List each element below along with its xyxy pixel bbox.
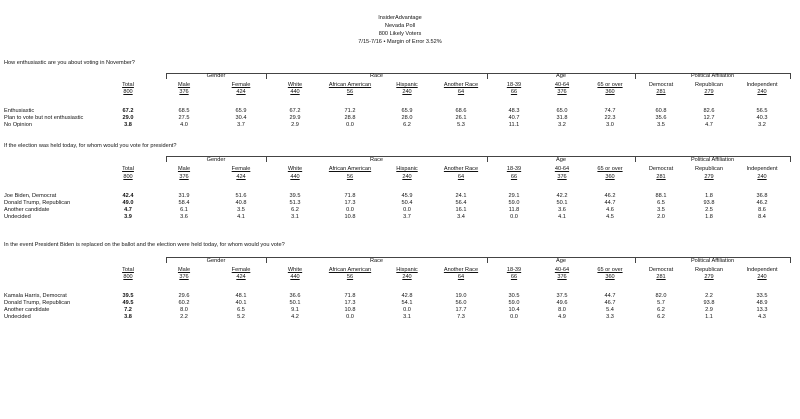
table-cell: 2.2: [705, 293, 713, 299]
group-divider: [487, 257, 488, 263]
table-cell: 28.8: [344, 115, 356, 121]
row-label: Undecided: [4, 214, 31, 220]
row-label: Donald Trump, Republican: [4, 300, 71, 306]
row-label: Enthusiastic: [4, 108, 35, 114]
column-header: Republican: [695, 267, 723, 273]
table-cell: 3.6: [558, 207, 566, 213]
table-cell: 6.2: [657, 314, 665, 320]
question-text: How enthusiastic are you about voting in November?: [4, 60, 135, 66]
row-label: Another candidate: [4, 207, 50, 213]
column-header: 65 or over: [597, 166, 623, 172]
table-cell: 59.0: [508, 200, 520, 206]
table-cell: 6.2: [403, 122, 411, 128]
group-divider: [166, 257, 167, 263]
column-header: 65 or over: [597, 82, 623, 88]
column-sample-size: 440: [290, 174, 300, 180]
column-sample-size: 240: [402, 89, 412, 95]
group-divider: [487, 156, 488, 162]
column-sample-size: 64: [457, 89, 465, 95]
group-divider: [635, 156, 636, 162]
table-cell: 54.1: [401, 300, 413, 306]
column-sample-size: 279: [704, 174, 714, 180]
group-label: Age: [556, 157, 566, 163]
table-cell: 3.1: [291, 214, 299, 220]
table-cell: 29.9: [289, 115, 301, 121]
table-cell: 0.0: [403, 307, 411, 313]
table-cell: 88.1: [655, 193, 667, 199]
group-label: Race: [369, 258, 384, 264]
group-label: Race: [369, 73, 384, 79]
table-cell: 82.6: [703, 108, 715, 114]
table-cell: 40.3: [756, 115, 768, 121]
group-divider: [266, 156, 267, 162]
group-label: Gender: [206, 73, 226, 79]
table-cell: 3.7: [237, 122, 245, 128]
table-cell: 50.4: [401, 200, 413, 206]
table-cell: 60.8: [655, 108, 667, 114]
column-header: Democrat: [648, 166, 674, 172]
table-cell: 1.8: [705, 214, 713, 220]
table-cell: 3.2: [758, 122, 766, 128]
column-sample-size: 66: [510, 89, 518, 95]
table-cell: 82.0: [655, 293, 667, 299]
column-header: Hispanic: [396, 166, 418, 172]
table-cell: 29.1: [508, 193, 520, 199]
table-cell: 56.0: [455, 300, 467, 306]
row-label: Undecided: [4, 314, 31, 320]
column-header: White: [287, 166, 303, 172]
table-cell: 40.8: [235, 200, 247, 206]
table-cell: 56.4: [455, 200, 467, 206]
column-sample-size: 376: [557, 274, 567, 280]
column-sample-size: 800: [123, 89, 133, 95]
table-cell: 4.6: [606, 207, 614, 213]
column-sample-size: 800: [123, 274, 133, 280]
table-cell: 4.1: [558, 214, 566, 220]
org-name: InsiderAdvantage: [378, 15, 422, 21]
table-cell: 4.5: [606, 214, 614, 220]
table-cell: 5.3: [457, 122, 465, 128]
table-cell: 8.4: [758, 214, 766, 220]
total-cell: 7.2: [124, 307, 132, 313]
column-sample-size: 240: [402, 174, 412, 180]
table-cell: 93.8: [703, 200, 715, 206]
column-sample-size: 66: [510, 174, 518, 180]
total-cell: 3.8: [124, 314, 132, 320]
poll-name: Nevada Poll: [384, 23, 416, 29]
table-cell: 0.0: [510, 214, 518, 220]
table-cell: 93.8: [703, 300, 715, 306]
column-sample-size: 281: [656, 274, 666, 280]
column-header: Hispanic: [396, 267, 418, 273]
table-cell: 19.0: [455, 293, 467, 299]
table-cell: 16.1: [455, 207, 467, 213]
table-cell: 1.1: [705, 314, 713, 320]
total-cell: 3.8: [124, 122, 132, 128]
table-cell: 8.0: [558, 307, 566, 313]
group-label: Gender: [206, 157, 226, 163]
table-cell: 6.2: [657, 307, 665, 313]
group-divider: [266, 257, 267, 263]
table-cell: 74.7: [604, 108, 616, 114]
table-cell: 31.8: [556, 115, 568, 121]
column-header: Female: [231, 82, 251, 88]
table-cell: 51.3: [289, 200, 301, 206]
table-cell: 0.0: [403, 207, 411, 213]
column-header: African American: [328, 166, 372, 172]
table-cell: 65.0: [556, 108, 568, 114]
question-text: If the election was held today, for whom would you vote for president?: [4, 143, 177, 149]
column-header: Another Race: [443, 82, 479, 88]
table-cell: 4.2: [291, 314, 299, 320]
column-header: Republican: [695, 82, 723, 88]
table-cell: 3.3: [606, 314, 614, 320]
group-divider: [635, 257, 636, 263]
table-cell: 17.3: [344, 200, 356, 206]
row-label: No Opinion: [4, 122, 32, 128]
table-cell: 3.0: [606, 122, 614, 128]
table-cell: 42.2: [556, 193, 568, 199]
total-cell: 39.5: [122, 293, 134, 299]
column-sample-size: 56: [346, 174, 354, 180]
column-sample-size: 240: [757, 89, 767, 95]
table-cell: 10.8: [344, 307, 356, 313]
table-cell: 65.9: [401, 108, 413, 114]
column-sample-size: 281: [656, 174, 666, 180]
table-cell: 56.5: [756, 108, 768, 114]
table-cell: 0.0: [346, 122, 354, 128]
column-header: Republican: [695, 166, 723, 172]
column-sample-size: 279: [704, 89, 714, 95]
column-sample-size: 56: [346, 274, 354, 280]
table-cell: 2.5: [705, 207, 713, 213]
table-cell: 71.8: [344, 193, 356, 199]
table-cell: 4.7: [705, 122, 713, 128]
group-divider: [790, 73, 791, 79]
column-header: Independent: [746, 82, 778, 88]
sample-size: 800 Likely Voters: [378, 31, 422, 37]
column-header: Total: [122, 166, 134, 172]
column-header: Female: [231, 166, 251, 172]
table-cell: 59.0: [508, 300, 520, 306]
column-sample-size: 440: [290, 89, 300, 95]
column-header: African American: [328, 82, 372, 88]
column-header: Male: [177, 267, 191, 273]
table-cell: 65.9: [235, 108, 247, 114]
table-cell: 3.5: [657, 122, 665, 128]
table-cell: 4.9: [558, 314, 566, 320]
column-sample-size: 240: [757, 174, 767, 180]
table-cell: 71.8: [344, 293, 356, 299]
table-cell: 3.6: [180, 214, 188, 220]
table-cell: 3.5: [657, 207, 665, 213]
table-cell: 30.4: [235, 115, 247, 121]
column-header: Independent: [746, 267, 778, 273]
group-label: Gender: [206, 258, 226, 264]
table-cell: 46.2: [604, 193, 616, 199]
table-cell: 3.1: [403, 314, 411, 320]
column-sample-size: 424: [236, 89, 246, 95]
table-cell: 39.5: [289, 193, 301, 199]
table-cell: 33.5: [756, 293, 768, 299]
table-cell: 13.3: [756, 307, 768, 313]
column-header: White: [287, 267, 303, 273]
row-label: Donald Trump, Republican: [4, 200, 71, 206]
table-cell: 30.5: [508, 293, 520, 299]
column-sample-size: 360: [605, 274, 615, 280]
table-cell: 27.5: [178, 115, 190, 121]
row-label: Plan to vote but not enthusiastic: [4, 115, 84, 121]
column-header: African American: [328, 267, 372, 273]
column-header: 65 or over: [597, 267, 623, 273]
table-cell: 46.7: [604, 300, 616, 306]
table-cell: 3.2: [558, 122, 566, 128]
group-label: Political Affiliation: [690, 258, 735, 264]
table-cell: 67.2: [289, 108, 301, 114]
column-header: Democrat: [648, 267, 674, 273]
column-header: Female: [231, 267, 251, 273]
table-cell: 12.7: [703, 115, 715, 121]
column-sample-size: 440: [290, 274, 300, 280]
table-cell: 36.8: [756, 193, 768, 199]
column-header: 18-39: [506, 82, 522, 88]
table-cell: 45.9: [401, 193, 413, 199]
column-header: White: [287, 82, 303, 88]
table-cell: 5.4: [606, 307, 614, 313]
table-cell: 37.5: [556, 293, 568, 299]
row-label: Kamala Harris, Democrat: [4, 293, 67, 299]
table-cell: 0.0: [510, 314, 518, 320]
table-cell: 3.7: [403, 214, 411, 220]
column-sample-size: 424: [236, 174, 246, 180]
column-header: 40-64: [554, 82, 570, 88]
column-sample-size: 360: [605, 89, 615, 95]
table-cell: 17.7: [455, 307, 467, 313]
column-sample-size: 376: [557, 89, 567, 95]
question-text: In the event President Biden is replaced on the ballot and the election were held today, for whom would you vote?: [4, 242, 285, 248]
table-cell: 10.8: [344, 214, 356, 220]
table-cell: 71.2: [344, 108, 356, 114]
column-sample-size: 376: [179, 174, 189, 180]
table-cell: 17.3: [344, 300, 356, 306]
column-sample-size: 376: [179, 89, 189, 95]
table-cell: 5.7: [657, 300, 665, 306]
table-cell: 3.5: [237, 207, 245, 213]
table-cell: 2.2: [180, 314, 188, 320]
table-cell: 44.7: [604, 200, 616, 206]
group-label: Race: [369, 157, 384, 163]
table-cell: 50.1: [289, 300, 301, 306]
group-label: Age: [556, 258, 566, 264]
total-cell: 3.9: [124, 214, 132, 220]
column-header: Total: [122, 267, 134, 273]
column-sample-size: 279: [704, 274, 714, 280]
table-cell: 11.8: [508, 207, 520, 213]
column-sample-size: 56: [346, 89, 354, 95]
table-cell: 10.4: [508, 307, 520, 313]
column-header: 18-39: [506, 267, 522, 273]
total-cell: 42.4: [122, 193, 134, 199]
table-cell: 4.0: [180, 122, 188, 128]
row-label: Joe Biden, Democrat: [4, 193, 57, 199]
table-cell: 29.6: [178, 293, 190, 299]
table-cell: 6.5: [237, 307, 245, 313]
group-label: Age: [556, 73, 566, 79]
table-cell: 50.1: [556, 200, 568, 206]
table-cell: 40.7: [508, 115, 520, 121]
table-cell: 6.5: [657, 200, 665, 206]
group-divider: [790, 156, 791, 162]
table-cell: 9.1: [291, 307, 299, 313]
group-divider: [487, 73, 488, 79]
group-divider: [790, 257, 791, 263]
column-sample-size: 66: [510, 274, 518, 280]
column-sample-size: 800: [123, 174, 133, 180]
table-cell: 60.2: [178, 300, 190, 306]
table-cell: 4.1: [237, 214, 245, 220]
table-cell: 42.8: [401, 293, 413, 299]
column-sample-size: 240: [402, 274, 412, 280]
group-divider: [166, 73, 167, 79]
column-header: Another Race: [443, 166, 479, 172]
table-cell: 26.1: [455, 115, 467, 121]
table-cell: 11.1: [508, 122, 520, 128]
table-cell: 3.4: [457, 214, 465, 220]
group-label: Political Affiliation: [690, 73, 735, 79]
column-sample-size: 376: [557, 174, 567, 180]
table-cell: 8.6: [758, 207, 766, 213]
column-sample-size: 64: [457, 274, 465, 280]
table-cell: 46.2: [756, 200, 768, 206]
table-cell: 22.3: [604, 115, 616, 121]
table-cell: 48.9: [756, 300, 768, 306]
total-cell: 49.0: [122, 200, 134, 206]
table-cell: 68.6: [455, 108, 467, 114]
table-cell: 48.3: [508, 108, 520, 114]
row-label: Another candidate: [4, 307, 50, 313]
column-header: 18-39: [506, 166, 522, 172]
table-cell: 5.2: [237, 314, 245, 320]
column-sample-size: 360: [605, 174, 615, 180]
column-header: Hispanic: [396, 82, 418, 88]
table-cell: 44.7: [604, 293, 616, 299]
table-cell: 68.5: [178, 108, 190, 114]
column-header: 40-64: [554, 267, 570, 273]
total-cell: 49.5: [122, 300, 134, 306]
table-cell: 2.0: [657, 214, 665, 220]
column-header: Another Race: [443, 267, 479, 273]
table-cell: 58.4: [178, 200, 190, 206]
table-cell: 48.1: [235, 293, 247, 299]
table-cell: 4.3: [758, 314, 766, 320]
table-cell: 49.6: [556, 300, 568, 306]
column-header: Independent: [746, 166, 778, 172]
group-divider: [166, 156, 167, 162]
group-divider: [266, 73, 267, 79]
column-header: Male: [177, 166, 191, 172]
table-cell: 7.3: [457, 314, 465, 320]
group-label: Political Affiliation: [690, 157, 735, 163]
table-cell: 51.6: [235, 193, 247, 199]
group-divider: [635, 73, 636, 79]
table-cell: 6.2: [291, 207, 299, 213]
column-header: Total: [122, 82, 134, 88]
table-cell: 8.0: [180, 307, 188, 313]
table-cell: 24.1: [455, 193, 467, 199]
table-cell: 2.9: [705, 307, 713, 313]
table-cell: 40.1: [235, 300, 247, 306]
column-sample-size: 64: [457, 174, 465, 180]
column-header: 40-64: [554, 166, 570, 172]
column-sample-size: 240: [757, 274, 767, 280]
table-cell: 36.6: [289, 293, 301, 299]
column-header: Male: [177, 82, 191, 88]
table-cell: 31.9: [178, 193, 190, 199]
table-cell: 0.0: [346, 314, 354, 320]
total-cell: 4.7: [124, 207, 132, 213]
column-header: Democrat: [648, 82, 674, 88]
column-sample-size: 424: [236, 274, 246, 280]
table-cell: 35.6: [655, 115, 667, 121]
table-cell: 1.8: [705, 193, 713, 199]
column-sample-size: 281: [656, 89, 666, 95]
poll-dates: 7/15-7/16 • Margin of Error 3.52%: [358, 39, 442, 45]
table-cell: 6.1: [180, 207, 188, 213]
total-cell: 29.0: [122, 115, 134, 121]
total-cell: 67.2: [122, 108, 134, 114]
table-cell: 0.0: [346, 207, 354, 213]
column-sample-size: 376: [179, 274, 189, 280]
table-cell: 28.0: [401, 115, 413, 121]
table-cell: 2.9: [291, 122, 299, 128]
